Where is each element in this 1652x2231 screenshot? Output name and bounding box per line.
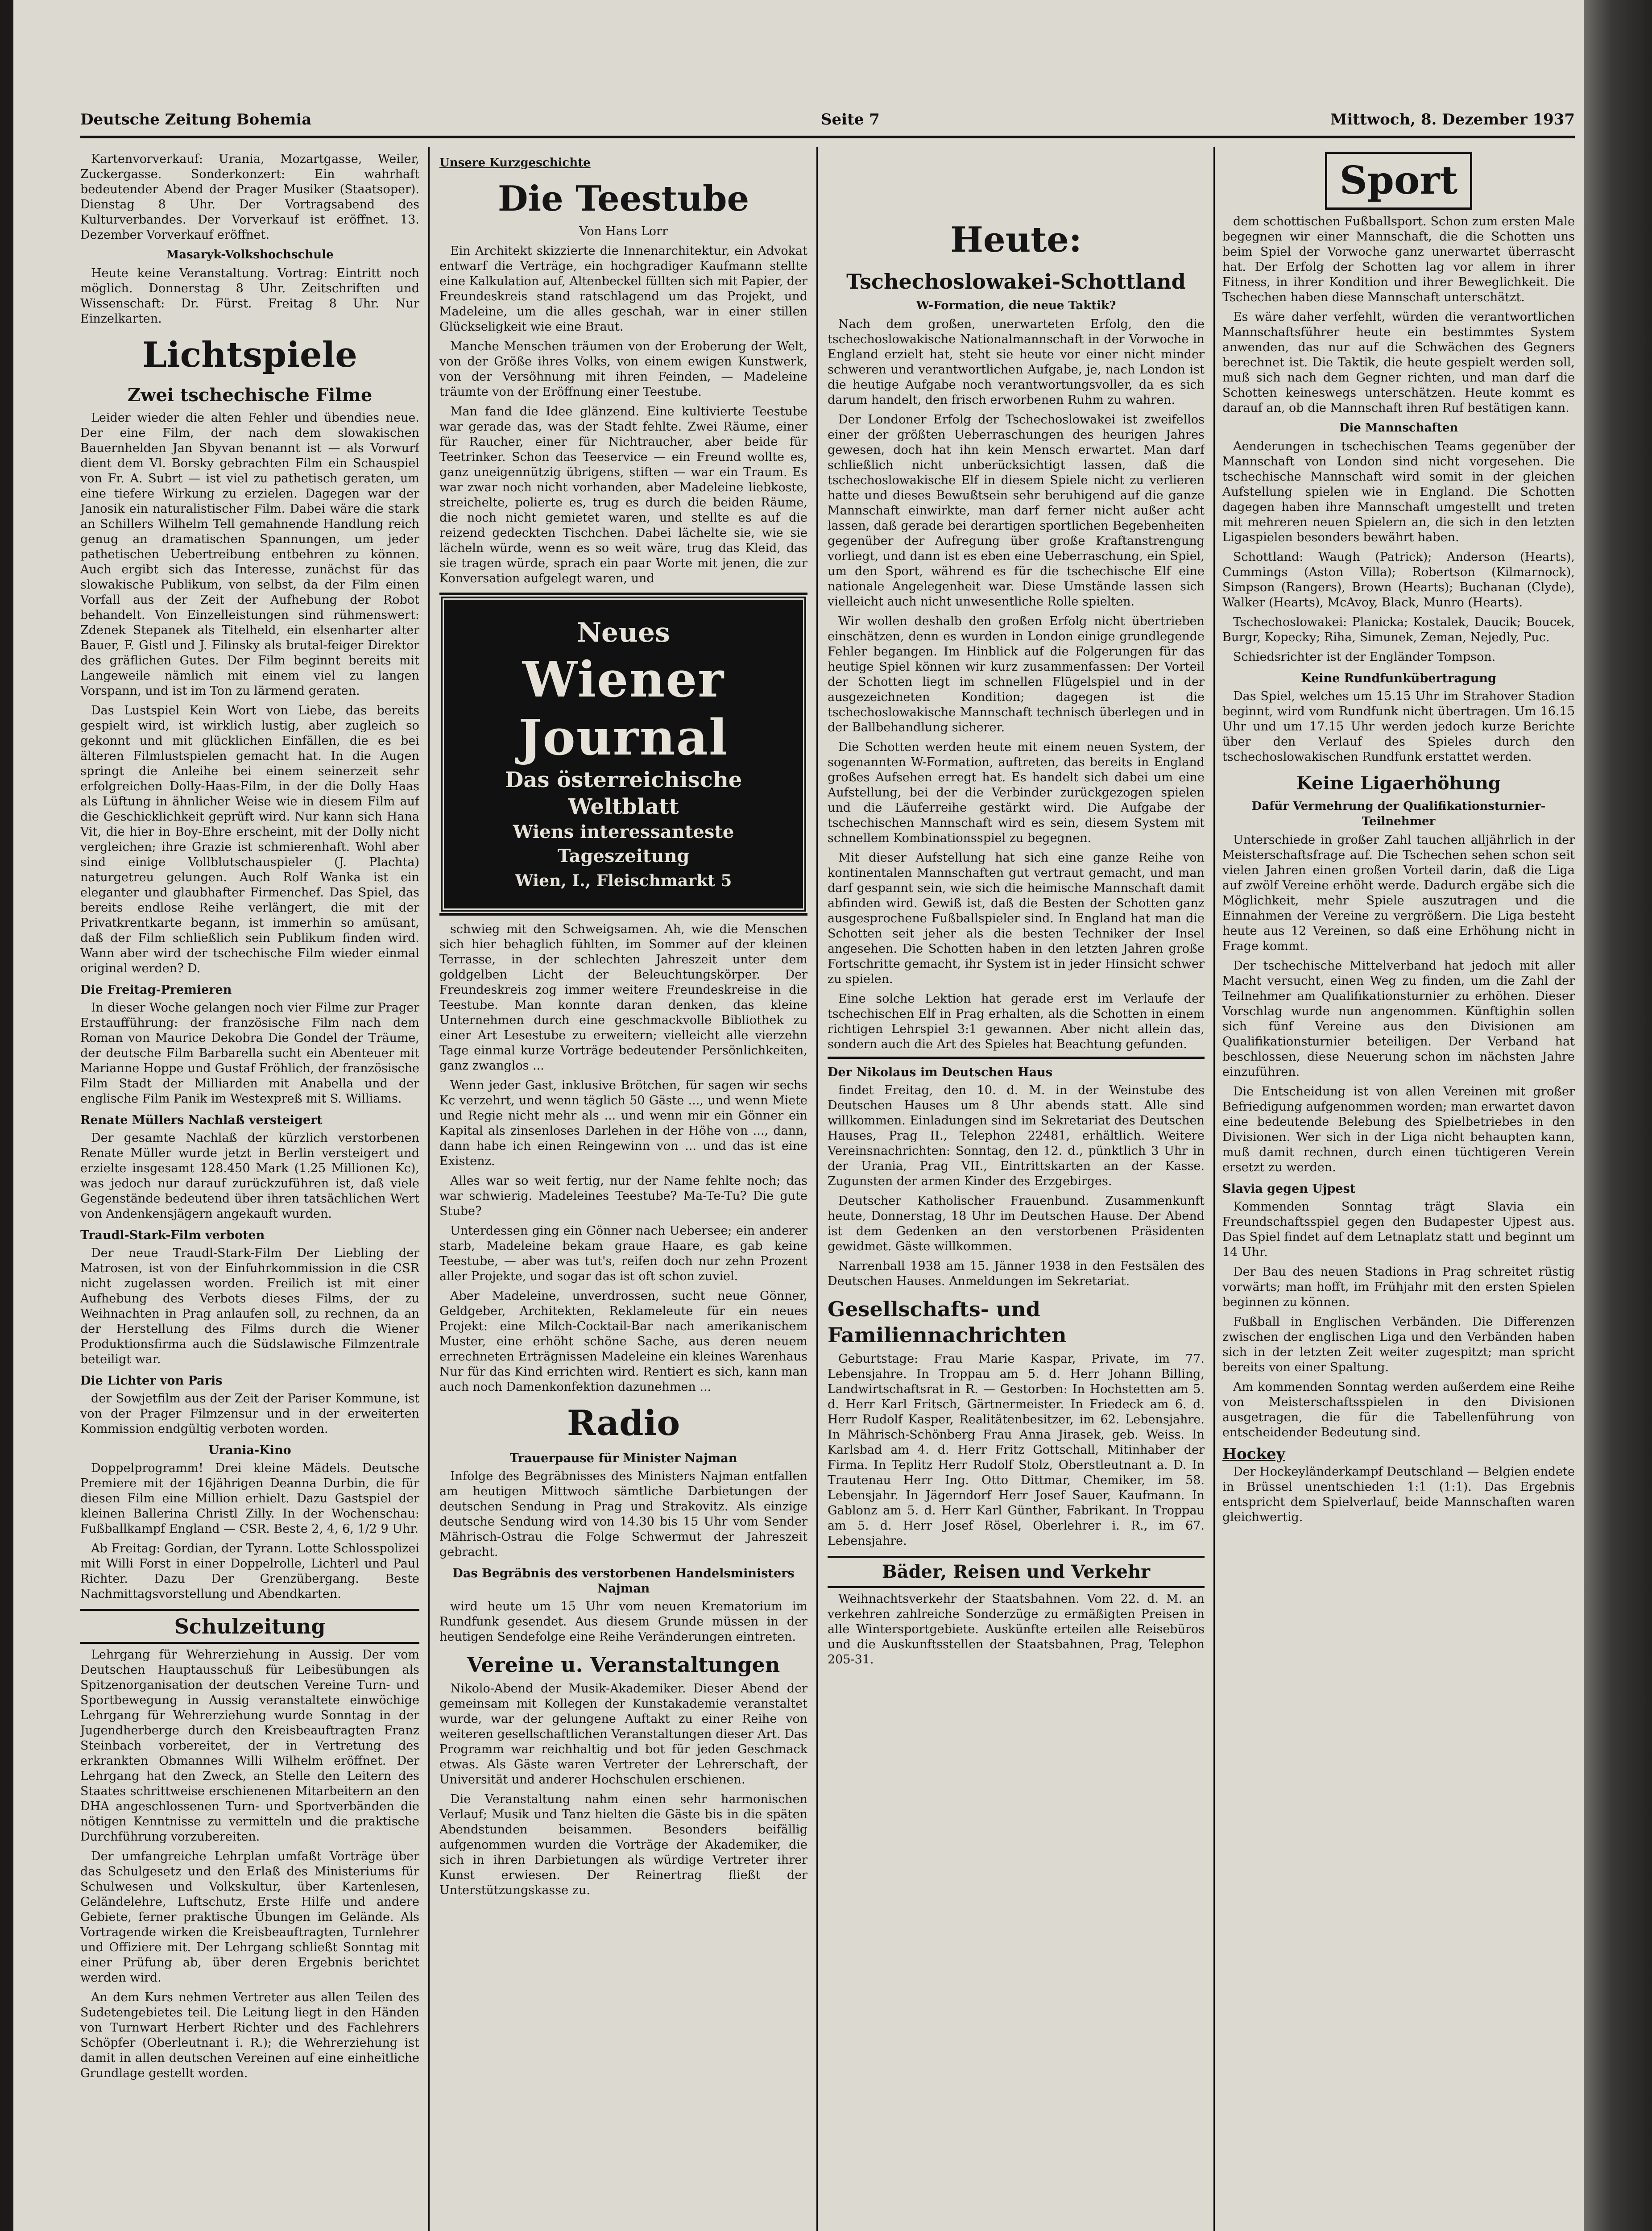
mueller-text: Der gesamte Nachlaß der kürzlich verstorbenen Renate Müller wurde jetzt in Berlin versteigert und erzielte insgesamt 128.450 Mark (1.25 Millionen Kc), was jedoch nur darauf zurückzuführen ist, daß viele Gegenstände bedeutend über ihren tatsächlichen Wert von Andenkensjägern angekauft wurden. [80, 1131, 419, 1221]
masthead-page-number: Seite 7 [821, 111, 880, 129]
schulzeitung-text-2: Der umfangreiche Lehrplan umfaßt Vorträge über das Schulgesetz und den Erlaß des Ministeriums für Schulwesen und Volkskultur, über Kartenlesen, Geländelehre, Luftschutz, Erste Hilfe und andere Gebiete, ferner praktische Übungen im Gelände. Als Vortragende wirken die Kreisbeauftragten, Turnlehrer und Offiziere mit. Der Lehrgang schließt Sonntag mit einer Prüfung ab, über deren Ergebnis berichtet werden wird. [80, 1849, 419, 1985]
match-paragraph-4: Die Schotten werden heute mit einem neuen System, der sogenannten W-Formation, auftreten, das bereits in England großes Aufsehen erregt hat. Es handelt sich dabei um eine Aufstellung, bei der die Verbinder zurückgezogen spielen und die Läuferreihe gestärkt wird. Die Aufgabe der tschechischen Mannschaft wird es sein, diesem System mit schnellem Kombinationsspiel zu begegnen. [828, 740, 1205, 845]
schulzeitung-text-1: Lehrgang für Wehrerziehung in Aussig. Der vom Deutschen Hauptausschuß für Leibesübungen als Spitzenorganisation der deutschen Vereine Turn- und Sportbewegung in Aussig veranstaltete einwöchige Lehrgang für Wehrerziehung wurde Sonntag in der Jugendherberge durch den Kreisbeauftragten Franz Steinbach vorbereitet, der in Vertretung des erkrankten Obmannes Willi Wilhelm eröffnet. Der Lehrgang hat den Zweck, an Stelle den Leitern des Staates schrittweise erschienenen Mitarbeitern an den DHA angeschlossenen Turn- und Sportverbänden die nötigen Kenntnisse zu vermitteln und die praktische Durchführung vorzubereiten. [80, 1648, 419, 1844]
column-2 [439, 152, 807, 2231]
masthead [80, 103, 1575, 134]
story-author: Von Hans Lorr [579, 224, 668, 238]
story-paragraph-1: Ein Architekt skizzierte die Innenarchitektur, ein Advokat entwarf die Verträge, ein hochgradiger Kaufmann stellte eine Kalkulation auf, Altenbeckel füllten sich mit Papier, der Freundeskreis stand ratschlagend um das Projekt, und Madeleine, um die alles geschah, war in einer stillen Glückseligkeit wie eine Braut. [439, 244, 807, 334]
story-paragraph-5: Wenn jeder Gast, inklusive Brötchen, für sagen wir sechs Kc verzehrt, und wenn täglich 50 Gäste ..., und wenn Miete und Regie nicht mehr als ... und wenn mir ein Gönner ein Kapital als zinsenloses Darlehen in der Höhe von ..., dann, dann habe ich einen Reingewinn von ... und das ist eine Existenz. [439, 1078, 807, 1168]
ad-line-address: Wien, I., Fleischmarkt 5 [515, 871, 732, 890]
premiere-heading: Die Freitag-Premieren [80, 983, 232, 997]
match-paragraph-5: Mit dieser Aufstellung hat sich eine ganze Reihe von kontinentalen Mannschaften gut vertraut gemacht, und man darf gespannt sein, wie sich die heimische Mannschaft damit abfinden wird. Gewiß ist, daß die Besten der Schotten ganz ausgesprochene Fußballspieler sind. In England hat man die Schotten seit jeher als die besten Techniker der Insel angesehen. Die Schotten haben in den letzten Jahren große Fortschritte gemacht, ihr System ist in jeder Hinsicht schwer zu spielen. [828, 851, 1205, 986]
urania-text: Doppelprogramm! Drei kleine Mädels. Deutsche Premiere mit der 16jährigen Deanna Durbin, die für diesen Film eine Million erhielt. Dazu Gastspiel der kleinen Ballerina Christl Zilly. In der Wochenschau: Fußballkampf England — CSR. Beste 2, 4, 6, 1/2 9 Uhr. [80, 1461, 419, 1536]
gesellschaft-title: Gesellschafts- und Familiennachrichten [828, 1297, 1067, 1347]
mannschaften-text: Aenderungen in tschechischen Teams gegenüber der Mannschaft von London sind nicht vorgesehen. Die tschechische Mannschaft wird somit in der gleichen Aufstellung spielen wie in England. Die Schotten dagegen haben ihre Mannschaft umgestellt und treten mit mehreren neuen Spielern an, die sich in den letzten Ligaspielen besonders bewährt haben. [1222, 440, 1575, 544]
mueller-heading: Renate Müllers Nachlaß versteigert [80, 1113, 323, 1127]
match-paragraph-3: Wir wollen deshalb den großen Erfolg nicht übertrieben einschätzen, denn es wurden in London einige grundlegende Fehler begangen. Im Hinblick auf die Folgerungen für das heutige Spiel können wir kurz zusammenfassen: Der Vorteil der Schotten liegt im schnellen Flügelspiel und in der ausgezeichneten Kondition; dagegen ist die tschechoslowakische Mannschaft technisch überlegen und in der Ballbehandlung sicherer. [828, 614, 1205, 734]
liga-subheading: Dafür Vermehrung der Qualifikationsturnier-Teilnehmer [1251, 800, 1546, 828]
sport-paragraph-2: Es wäre daher verfehlt, würden die verantwortlichen Mannschaftsführer heute ein bestimmtes System anwenden, das nur auf die Schwächen des Gegners berechnet ist. Die Taktik, die heute gespielt werden soll, muß sich nach dem Gegner richten, und man darf die Schotten keineswegs unterschätzen. Heute kommt es darauf an, ob die Mannschaft ihren Ruf bestätigen kann. [1222, 310, 1575, 415]
radio-heading-1: Trauerpause für Minister Najman [509, 1451, 737, 1465]
match-title: Tschechoslowakei-Schottland [846, 270, 1186, 294]
story-title: Die Teestube [497, 178, 749, 219]
volkshochschule-text: Heute keine Veranstaltung. Vortrag: Eintritt noch möglich. Donnerstag 8 Uhr. Zeitschriften und Wissenschaft: Dr. Fürst. Freitag 8 Uhr. Nur Einzelkarten. [80, 266, 419, 326]
ad-line-title: Wiener Journal [518, 651, 729, 766]
closing-text: Am kommenden Sonntag werden außerdem eine Reihe von Meisterschaftsspielen in den Divisionen ausgetragen, die für die Tabellenführung von entscheidender Bedeutung sind. [1222, 1380, 1575, 1439]
column-rule-3 [1213, 147, 1215, 2231]
urania-heading: Urania-Kino [208, 1443, 291, 1457]
paris-text: der Sowjetfilm aus der Zeit der Pariser Kommune, ist von der Prager Filmzensur und in der erweiterten Kommission endgültig verboten worden. [80, 1392, 419, 1436]
column-rule-1 [428, 147, 430, 2231]
sport-title: Sport [1325, 152, 1472, 210]
column-4 [1222, 152, 1575, 2231]
traudl-heading: Traudl-Stark-Film verboten [80, 1228, 265, 1242]
column-1 [80, 152, 419, 2231]
formation-heading: W-Formation, die neue Taktik? [916, 299, 1116, 312]
ad-line-neues: Neues [577, 617, 670, 648]
radio-title: Radio [567, 1403, 680, 1443]
match-paragraph-6: Eine solche Lektion hat gerade erst im Verlaufe der tschechischen Elf in Prag erhalten, als die Schotten in einem richtigen Lehrspiel 3:1 gewannen. Aber nicht allein das, sondern auch die Art des Spieles hat Beachtung gefunden. [828, 992, 1205, 1051]
schiedsrichter-text: Schiedsrichter ist der Engländer Tompson. [1233, 650, 1496, 664]
hockey-title: Hockey [1222, 1445, 1285, 1463]
film-review-1: Leider wieder die alten Fehler und übendies neue. Der eine Film, der nach dem slowakischen Bauernhelden Jan Sbyvan benannt ist — als Vorwurf dient dem Vl. Borsky gebrachten Film ein Schauspiel von Fr. A. Subrt — ist viel zu pathetisch geraten, um eine tiefere Wirkung zu erzielen. Dagegen war der Janosik ein naturalistischer Film. Dabei wäre die stark an Schillers Wilhelm Tell gemahnende Handlung reich genug an dramatischen Spannungen, um jeder pathetischen Uebertreibung entbehren zu können. Auch ergibt sich das Interesse, zunächst für das slowakische Publikum, von selbst, da der Film einen Vorfall aus der Zeit der Aufhebung der Robot behandelt. Von Einzelleistungen sind rühmenswert: Zdenek Stepanek als Titelheld, ein elsenharter alter Bauer, F. Gistl und J. Filinsky als brutal-feiger Direktor des gräflichen Gutes. Der Film beginnt bereits mit Langeweile nämlich mit einem viel zu langen Vorspann, und ist im Ton zu lärmend geraten. [80, 411, 419, 698]
wiener-journal-ad [439, 595, 807, 913]
section-rule [828, 1057, 1205, 1059]
frauenbund-text: Deutscher Katholischer Frauenbund. Zusammenkunft heute, Donnerstag, 18 Uhr im Deutschen Hause. Der Abend ist dem Gedenken an den verstorbenen Präsidenten gewidmet. Gäste willkommen. [828, 1194, 1205, 1253]
vereine-text-2: Die Veranstaltung nahm einen sehr harmonischen Verlauf; Musik und Tanz hielten die Gäste bis in die späten Abendstunden beisammen. Besonders beifällig aufgenommen wurden die Vorträge der Akademiker, die sich in ihren Darbietungen als würdige Vertreter ihrer Kunst erwiesen. Der Reinertrag fließt der Unterstützungskasse zu. [439, 1792, 807, 1897]
baeder-text: Weihnachtsverkehr der Staatsbahnen. Vom 22. d. M. an verkehren zahlreiche Sonderzüge zu ermäßigten Preisen in alle Wintersportgebiete. Auskünfte erteilen alle Reisebüros und die Auskunftsstellen der Staatsbahnen, Prag, Telephon 205-31. [828, 1592, 1205, 1667]
sport-paragraph-1: dem schottischen Fußballsport. Schon zum ersten Male begegnen wir einer Mannschaft, die die Schotten uns beim Spiel der Vorwoche ganz unerwartet überrascht hat. Der Erfolg der Schotten lag vor allem in ihrer Fitness, in ihrer Kondition und ihrer Beweglichkeit. Die Tschechen haben diese Mannschaft unterschätzt. [1222, 215, 1575, 304]
ad-line-weltblatt: Das österreichische Weltblatt [505, 767, 742, 819]
story-paragraph-6: Alles war so weit fertig, nur der Name fehlte noch; das war schwierig. Madeleines Teestube? Ma-Te-Tu? Die gute Stube? [439, 1174, 807, 1218]
liga-text-1: Unterschiede in großer Zahl tauchen alljährlich in der Meisterschaftsfrage auf. Die Tschechen sehen schon seit vielen Jahren einen großen Vorteil darin, daß die Liga auf zwölf Vereine erhöht werde. Dadurch ergäbe sich die Möglichkeit, mehr Spiele auszutragen und die Einnahmen der Vereine zu vergrößern. Die Liga besteht heute aus 12 Vereinen, so daß eine Erhöhung nicht in Frage kommt. [1222, 833, 1575, 953]
story-paragraph-4: schwieg mit den Schweigsamen. Ah, wie die Menschen sich hier behaglich fühlten, im Sommer auf der kleinen Terrasse, in der schlechten Jahreszeit unter dem goldgelben Licht der Beleuchtungskörper. Der Freundeskreis zog immer weitere Freundeskreise in die Teestube. Man konnte daran denken, das kleine Unternehmen durch eine geschmackvolle Bibliothek zu einer Art Lesestube zu erweitern; vielleicht alle vierzehn Tage einmal kurze Vorträge bedeutender Persönlichkeiten, ganz zwanglos ... [439, 922, 807, 1073]
radio-heading-2: Das Begräbnis des verstorbenen Handelsministers Najman [452, 1567, 795, 1596]
urania-friday-text: Ab Freitag: Gordian, der Tyrann. Lotte Schlosspolizei mit Willi Forst in einer Doppelrolle, Lichterl und Paul Richter. Dazu Der Grenzübergang. Beste Nachmittagsvorstellung und Abendkarten. [80, 1542, 419, 1601]
ad-line-tageszeitung: Wiens interessanteste Tageszeitung [513, 821, 734, 867]
liga-text-2: Der tschechische Mittelverband hat jedoch mit aller Macht versucht, einen Weg zu finden, um die Zahl der Teilnehmer am Qualifikationsturnier zu erhöhen. Dieser Vorschlag wurde nun angenommen. Künftighin sollen sich fünf Vereine aus den Divisionen am Qualifikationsturnier beteiligen. Der Verband hat beschlossen, diese Neuerung schon im nächsten Jahre einzuführen. [1222, 959, 1575, 1079]
film-review-2: Das Lustspiel Kein Wort von Liebe, das bereits gespielt wird, ist wirklich lustig, aber zugleich so gekonnt und mit glücklichen Einfällen, die es bei älteren Filmlustspielen gemacht hat. In die Augen springt die Anleihe bei einem seinerzeit sehr erfolgreichen Dolly-Haas-Film, in der die Dolly Haas als Lüftung in ähnlicher Weise wie in diesem Film auf die Geschicklichkeit geprüft wird. Nur kann sich Hana Vit, die hier in Boy-Ehre erscheint, mit der Dolly nicht vergleichen; ihre Grazie ist schmierenhaft. Wohl aber sind einige Vollblutschauspieler (J. Plachta) naturgetreu gelungen. Auch Rolf Wanka ist ein eleganter und glaubhafter Firmenchef. Das Spiel, das bereits endlose Reihe verlängert, die mit der Privatkrentkarte begann, ist immerhin so amüsant, daß der Film schließlich sein Publikum finden wird. Wann aber wird der tschechische Film wieder einmal original werden? D. [80, 704, 419, 975]
page-edge-shadow [1584, 0, 1652, 2231]
intro-notices: Kartenvorverkauf: Urania, Mozartgasse, Weiler, Zuckergasse. Sonderkonzert: Ein wahrhaft bedeutender Abend der Prager Musiker (Staatsoper). Dienstag 8 Uhr. Der Vortragsabend des Kulturverbandes. Der Vorverkauf ist eröffnet. 13. Dezember Vorverkauf eröffnet. [80, 152, 419, 242]
mannschaften-heading: Die Mannschaften [1339, 421, 1458, 435]
film-heading: Zwei tschechische Filme [127, 385, 373, 406]
column-rule-2 [816, 147, 818, 2231]
hockey-text: Der Hockeyländerkampf Deutschland — Belgien endete in Brüssel unentschieden 1:1 (1:1). Das Ergebnis entspricht dem Spielverlauf, beide Mannschaften waren gleichwertig. [1222, 1465, 1575, 1524]
deutsches-haus-text: findet Freitag, den 10. d. M. in der Weinstube des Deutschen Hauses um 8 Uhr abends statt. Alle sind willkommen. Einladungen sind im Sekretariat des Deutschen Hauses, Prag II., Telephon 22481, erhältlich. Weitere Vereinsnachrichten: Sonntag, den 12. d., pünktlich 3 Uhr in der Urania, Prag VII., Eintrittskarten an der Kasse. Zugunsten der armen Kinder des Erzgebirges. [828, 1083, 1205, 1188]
radio-text-2: wird heute um 15 Uhr vom neuen Krematorium im Rundfunk gesendet. Aus diesem Grunde müssen in der heutigen Sendefolge eine Reihe Veränderungen eintreten. [439, 1600, 807, 1644]
column-3 [828, 152, 1205, 2231]
vereine-text-1: Nikolo-Abend der Musik-Akademiker. Dieser Abend der gemeinsam mit Kollegen der Kunstakademie veranstaltet wurde, war der gelungene Auftakt zu einer Reihe von weiteren gesellschaftlichen Veranstaltungen dieser Art. Das Programm war reichhaltig und bot für jeden Geschmack etwas. Als Gäste waren Vertreter der Lehrerschaft, der Universität und anderer Hochschulen erschienen. [439, 1682, 807, 1787]
masthead-rule [80, 136, 1575, 138]
slavia-text: Kommenden Sonntag trägt Slavia ein Freundschaftsspiel gegen den Budapester Ujpest aus. Das Spiel findet auf dem Letnaplatz statt und beginnt um 14 Uhr. [1222, 1200, 1575, 1259]
premiere-text: In dieser Woche gelangen noch vier Filme zur Prager Erstaufführung: der französische Film nach dem Roman von Maurice Dekobra Die Gondel der Träume, der deutsche Film Barbarella sucht ein Abenteuer mit Marianne Hoppe und Gustaf Fröhlich, der französische Film Stadt der Milliarden mit Anabella und der englische Film Panik im Westexpreß mit S. Williams. [80, 1001, 419, 1106]
england-text: Fußball in Englischen Verbänden. Die Differenzen zwischen der englischen Liga und den Verbänden haben sich in der letzten Zeit weiter zugespitzt; man spricht bereits von einer Spaltung. [1222, 1315, 1575, 1374]
narrenball-text: Narrenball 1938 am 15. Jänner 1938 in den Festsälen des Deutschen Hauses. Anmeldungen im Sekretariat. [828, 1259, 1205, 1288]
heute-title: Heute: [950, 220, 1082, 260]
story-paragraph-8: Aber Madeleine, unverdrossen, sucht neue Gönner, Geldgeber, Architekten, Reklameleute für ein neues Projekt: eine Milch-Cocktail-Bar nach amerikanischem Muster, eine erhöht schöne Sache, aus deren neuem errechneten Erträgnissen Madeleine ein kleines Warenhaus Nur für das Kind errichten wird. Rentiert es sich, kann man auch noch Damenkonfektion dazunehmen ... [439, 1289, 807, 1394]
traudl-text: Der neue Traudl-Stark-Film Der Liebling der Matrosen, ist von der Einfuhrkommission in die CSR nicht zugelassen worden. Freilich ist mit einer Aufhebung des Verbots dieses Films, der zu Weihnachten in Prag anlaufen soll, zu rechnen, da an der Herstellung des Films durch die Wiener Produktionsfirma auch die Südslawische Filmzentrale beteiligt war. [80, 1246, 419, 1366]
lichtspiele-title: Lichtspiele [142, 335, 357, 375]
newspaper-page [13, 0, 1584, 2231]
liga-heading: Keine Ligaerhöhung [1296, 773, 1501, 794]
schottland-lineup: Schottland: Waugh (Patrick); Anderson (Hearts), Cummings (Aston Villa); Robertson (Kilmarnock), Simpson (Rangers), Brown (Hearts); Buchanan (Clyde), Walker (Hearts), McAvoy, Black, Munro (Hearts). [1222, 550, 1575, 610]
story-paragraph-3: Man fand die Idee glänzend. Eine kultivierte Teestube war gerade das, was der Stadt fehlte. Zwei Räume, einer für Raucher, einer für Nichtraucher, aber beide für Teetrinker. Schon das Teeservice — ein Freund wollte es, ganz uneigennützig übrigens, stiften — war ein Traum. Es war zwar noch nicht vorhanden, aber Madeleine liebkoste, streichelte, polierte es, trug es durch die beiden Räume, die noch nicht gemietet waren, und stellte es auf die reizend gedeckten Tischchen. Dabei lächelte sie, wie sie lächeln würde, wenn es so weit wäre, trug das Kleid, das sie tragen würde, sprach ein paar Worte mit jenen, die zur Konversation aufgelegt waren, und [439, 405, 807, 585]
masthead-date: Mittwoch, 8. Dezember 1937 [1330, 111, 1575, 129]
story-paragraph-2: Manche Menschen träumen von der Eroberung der Welt, von der Größe ihres Volks, von einem ewigen Kunstwerk, von der Versöhnung mit ihren Feinden, — Madeleine träumte von der Eröffnung einer Teestube. [439, 340, 807, 399]
match-paragraph-1: Nach dem großen, unerwarteten Erfolg, den die tschechoslowakische Nationalmannschaft in der Vorwoche in England erzielt hat, steht sie heute vor einer nicht minder schweren und verantwortlichen Aufgabe, je, nach London ist die heutige Aufgabe noch verantwortungsvoller, da es sich darum handelt, den frisch erworbenen Ruhm zu wahren. [828, 317, 1205, 407]
stadion-text: Der Bau des neuen Stadions in Prag schreitet rüstig vorwärts; man hofft, im Frühjahr mit den ersten Spielen beginnen zu können. [1222, 1265, 1575, 1309]
rundfunk-text: Das Spiel, welches um 15.15 Uhr im Strahover Stadion beginnt, wird vom Rundfunk nicht übertragen. Um 16.15 Uhr und um 17.15 Uhr werden jedoch kurze Berichte über den Verlauf des Spieles durch den tschechoslowakischen Rundfunk erstattet werden. [1222, 689, 1575, 764]
liga-text-3: Die Entscheidung ist von allen Vereinen mit großer Befriedigung aufgenommen worden; man erwartet davon eine bedeutende Belebung des Spielbetriebes in den Divisionen. Wer sich in der Liga nicht behaupten kann, muß damit rechnen, durch einen tüchtigeren Verein ersetzt zu werden. [1222, 1085, 1575, 1174]
story-paragraph-7: Unterdessen ging ein Gönner nach Uebersee; ein anderer starb, Madeleine bekam graue Haare, es gab keine Teestube, — aber was tut's, reifen doch nur zehn Prozent aller Projekte, und sogar das ist oft schon zuviel. [439, 1224, 807, 1283]
vereine-title: Vereine u. Veranstaltungen [467, 1653, 780, 1677]
paris-heading: Die Lichter von Paris [80, 1374, 223, 1388]
slavia-heading: Slavia gegen Ujpest [1222, 1182, 1356, 1196]
schulzeitung-text-3: An dem Kurs nehmen Vertreter aus allen Teilen des Sudetengebietes teil. Die Leitung liegt in den Händen von Turnwart Herbert Richter und des Fachlehrers Schöpfer (Oberleutnant i. R.); die Wehrerziehung ist damit in allen deutschen Vereinen auf eine einheitliche Grundlage gestellt worden. [80, 1990, 419, 2080]
masthead-paper-name: Deutsche Zeitung Bohemia [80, 111, 312, 129]
deutsches-haus-heading: Der Nikolaus im Deutschen Haus [828, 1066, 1053, 1079]
gesellschaft-text: Geburtstage: Frau Marie Kaspar, Private, im 77. Lebensjahre. In Troppau am 5. d. Herr Johann Billing, Landwirtschaftsrat in R. — Gestorben: In Hochstetten am 5. d. Herr Karl Fritsch, Gärtnermeister. In Friedeck am 6. d. Herr Rudolf Kasper, Realitätenbesitzer, im 62. Lebensjahre. In Mährisch-Schönberg Frau Anna Jirasek, geb. Weiss. In Karlsbad am 4. d. Herr Fritz Gottschall, Mitinhaber der Firma. In Teplitz Herr Rudolf Stolz, Oberstleutnant a. D. In Trautenau Herr Ing. Otto Dittmar, Chemiker, im 58. Lebensjahr. In Jägerndorf Herr Josef Sauer, Kaufmann. In Gablonz am 5. d. Herr Karl Günther, Fabrikant. In Troppau am 5. d. Herr Josef Rösel, Oberlehrer i. R., im 67. Lebensjahre. [828, 1352, 1205, 1548]
tschechoslowakei-lineup: Tschechoslowakei: Planicka; Kostalek, Daucik; Boucek, Burgr, Kopecky; Riha, Simunek, Zeman, Nejedly, Puc. [1222, 615, 1575, 644]
kurzgeschichte-label: Unsere Kurzgeschichte [439, 156, 591, 170]
match-paragraph-2: Der Londoner Erfolg der Tschechoslowakei ist zweifellos einer der größten Ueberraschungen des heurigen Jahres gewesen, doch hat ihn kein Mensch erwartet. Man darf schließlich nicht unberücksichtigt lassen, daß die tschechoslowakische Elf in diesem Spiele nicht zu verlieren hatte und dieses Bewußtsein sehr beruhigend auf die ganze Mannschaft einwirkte, man darf ferner nicht außer acht lassen, daß gerade bei derartigen sportlichen Begebenheiten gegenüber der Aufregung über große Kraftanstrengung vorliegt, und dann ist es eben eine Ueberraschung, ein Spiel, um den Sport, während es für die tschechische Elf eine nationale Angelegenheit war. Diese Umstände lassen sich vielleicht auch nicht unwesentliche Rolle spielten. [828, 413, 1205, 609]
rundfunk-heading: Keine Rundfunkübertragung [1301, 672, 1496, 685]
baeder-title: Bäder, Reisen und Verkehr [828, 1556, 1205, 1588]
schulzeitung-title: Schulzeitung [80, 1609, 419, 1644]
radio-text-1: Infolge des Begräbnisses des Ministers Najman entfallen am heutigen Mittwoch sämtliche Darbietungen der deutschen Sendung in Prag und Strakovitz. Als einzige deutsche Sendung wird von 14.30 bis 15 Uhr vom Sender Mährisch-Ostrau die Folge Schwermut der Jahreszeit gebracht. [439, 1469, 807, 1559]
section-volkshochschule: Masaryk-Volkshochschule [166, 248, 334, 261]
